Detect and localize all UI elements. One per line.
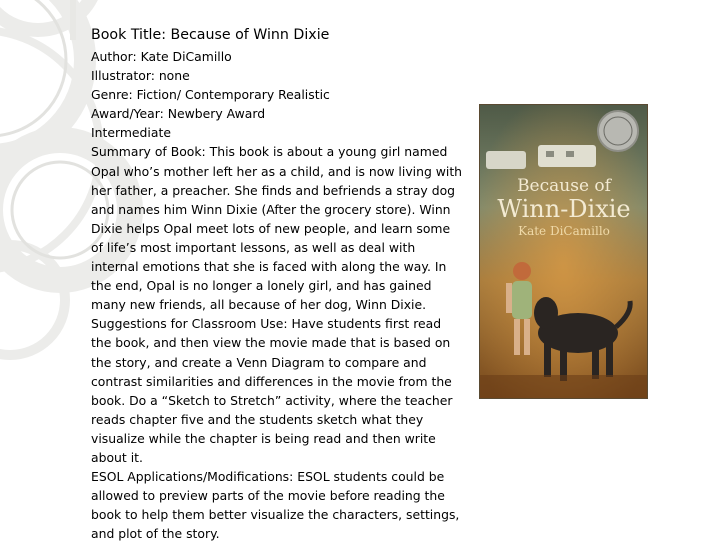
level-line: Intermediate <box>91 125 171 141</box>
illustrator-line: Illustrator: none <box>91 68 190 84</box>
book-info-text <box>91 25 463 543</box>
trailer-left <box>486 151 526 169</box>
genre-line: Genre: Fiction/ Contemporary Realistic <box>91 87 330 103</box>
book-title-line: Book Title: Because of Winn Dixie <box>91 27 330 43</box>
cover-title-line2: Winn-Dixie <box>497 195 631 223</box>
cover-title-line1: Because of <box>517 176 611 196</box>
award-line: Award/Year: Newbery Award <box>91 106 266 122</box>
cover-author: Kate DiCamillo <box>518 224 610 238</box>
author-line: Author: Kate DiCamillo <box>91 49 232 64</box>
girl-figure <box>513 262 531 280</box>
book-cover-image <box>479 104 648 399</box>
classroom-use-paragraph: Suggestions for Classroom Use: Have students first read the book, and then view the movie made that is based on the story, and create a Venn Diagram to compare and contrast similarities and differences in the movie from the book. Do a “Sketch to Stretch” activity, where the teacher reads chapter five and the students sketch what they visualize while the chapter is being read and then write about it. <box>91 316 453 465</box>
summary-paragraph: Summary of Book: This book is about a young girl named Opal who’s mother left her as a child, and is now living with her father, a preacher. She finds and befriends a stray dog and names him Winn Dixie (After the grocery store). Winn Dixie helps Opal meet lots of new people, and learn some of life’s most important lessons, as well as deal with internal emotions that she is faced with along the way. In the end, Opal is no longer a lonely girl, and has gained many new friends, all because of her dog, Winn Dixie. <box>91 144 463 313</box>
esol-paragraph: ESOL Applications/Modifications: ESOL students could be allowed to preview parts of the movie before reading the book to help them better visualize the characters, settings, and plot of the story. <box>91 469 460 542</box>
